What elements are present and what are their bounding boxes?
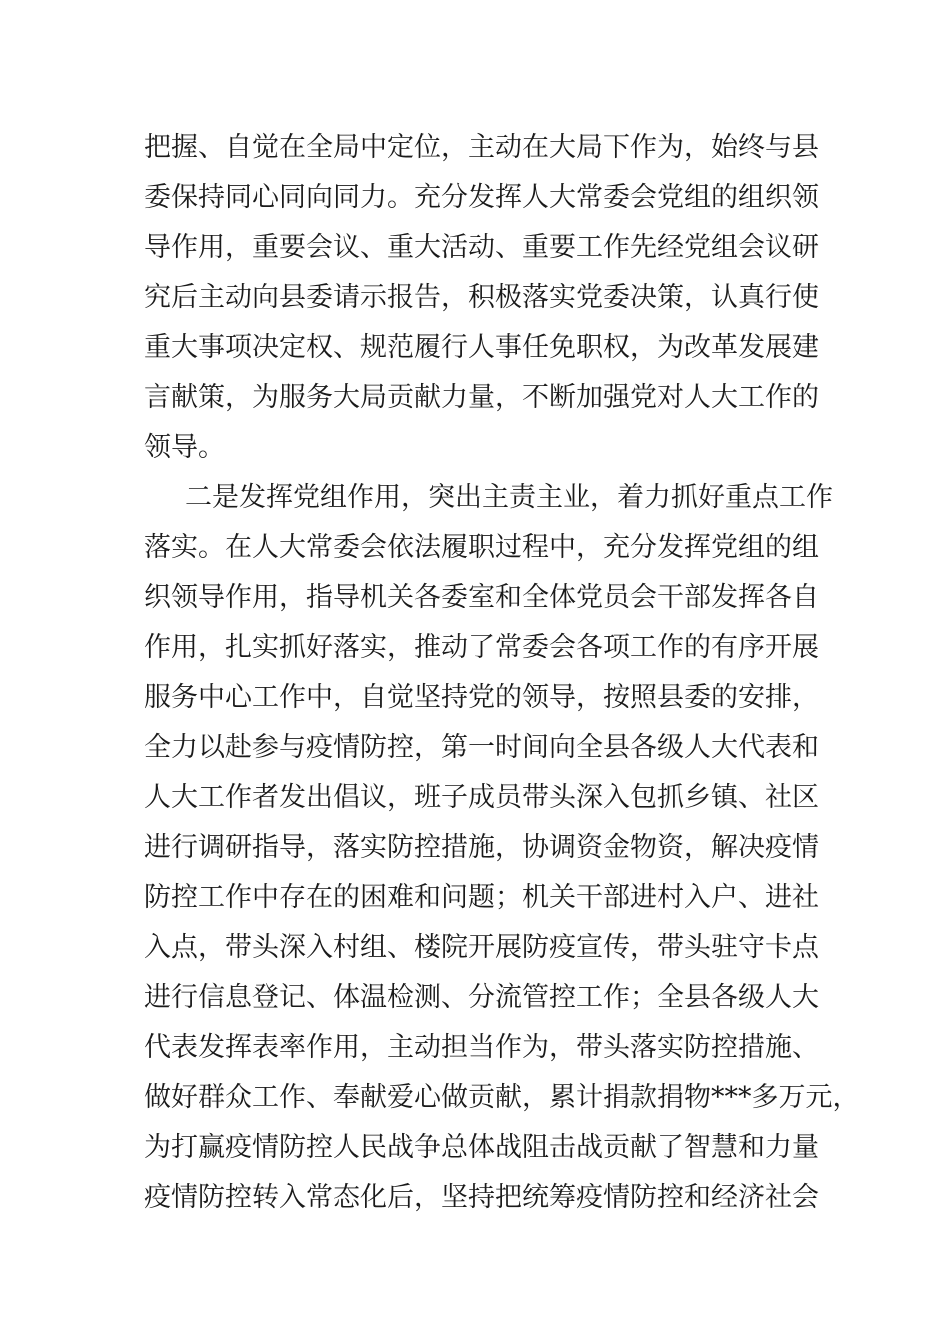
text-line: 言献策，为服务大局贡献力量，不断加强党对人大工作的 [144,382,819,413]
text-line: 作用，扎实抓好落实，推动了常委会各项工作的有序开展 [144,632,819,663]
text-line: 进行调研指导，落实防控措施，协调资金物资，解决疫情 [144,832,819,863]
text-line: 把握、自觉在全局中定位，主动在大局下作为，始终与县 [144,132,819,163]
text-line: 入点，带头深入村组、楼院开展防疫宣传，带头驻守卡点 [144,932,819,963]
text-line: 进行信息登记、体温检测、分流管控工作；全县各级人大 [144,982,819,1013]
paragraph-start-line: 二是发挥党组作用，突出主责主业，着力抓好重点工作 [185,482,833,513]
text-line: 为打赢疫情防控人民战争总体战阻击战贡献了智慧和力量 [144,1132,819,1163]
text-line: 导作用，重要会议、重大活动、重要工作先经党组会议研 [144,232,819,263]
text-line: 究后主动向县委请示报告，积极落实党委决策，认真行使 [144,282,819,313]
text-line: 服务中心工作中，自觉坚持党的领导，按照县委的安排， [144,682,819,713]
text-line: 人大工作者发出倡议，班子成员带头深入包抓乡镇、社区 [144,782,819,813]
text-line: 全力以赴参与疫情防控，第一时间向全县各级人大代表和 [144,732,819,763]
text-line: 领导。 [144,432,225,463]
text-line: 重大事项决定权、规范履行人事任免职权，为改革发展建 [144,332,819,363]
text-line: 织领导作用，指导机关各委室和全体党员会干部发挥各自 [144,582,819,613]
text-line: 落实。在人大常委会依法履职过程中，充分发挥党组的组 [144,532,819,563]
text-line: 做好群众工作、奉献爱心做贡献，累计捐款捐物***多万元， [144,1082,860,1113]
text-line: 防控工作中存在的困难和问题；机关干部进村入户、进社 [144,882,819,913]
text-line: 代表发挥表率作用，主动担当作为，带头落实防控措施、 [144,1032,819,1063]
text-line: 委保持同心同向同力。充分发挥人大常委会党组的组织领 [144,182,819,213]
text-line: 疫情防控转入常态化后，坚持把统筹疫情防控和经济社会 [144,1182,819,1213]
